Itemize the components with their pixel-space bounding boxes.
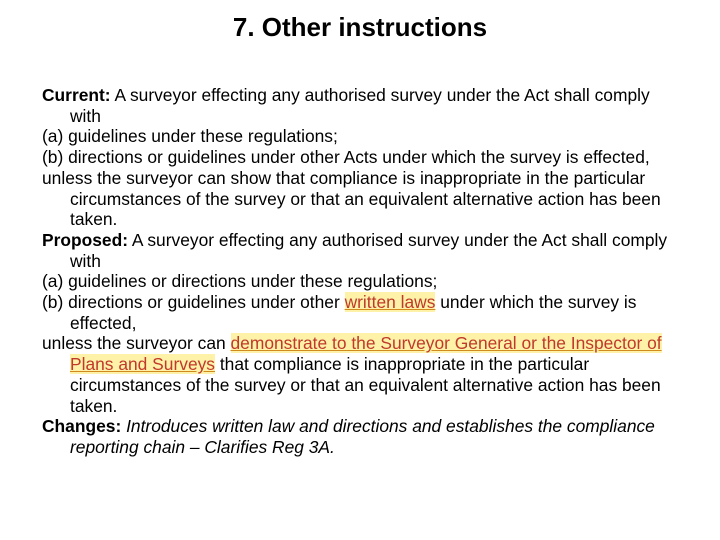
proposed-item-a: (a) guidelines or directions under these regulations; bbox=[42, 271, 438, 292]
written-laws-highlight: written laws bbox=[344, 292, 436, 313]
current-item-a: (a) guidelines under these regulations; bbox=[42, 126, 338, 147]
proposed-paragraph bbox=[42, 230, 682, 271]
proposed-item-b-text: (b) directions or guidelines under other bbox=[42, 292, 345, 313]
current-label: Current: bbox=[42, 85, 111, 105]
proposed-label: Proposed: bbox=[42, 229, 128, 250]
current-intro: A surveyor effecting any authorised survey under the Act shall comply with bbox=[70, 85, 650, 126]
proposed-unless-clause bbox=[42, 333, 682, 416]
proposed-intro: A surveyor effecting any authorised survey under the Act shall comply with bbox=[70, 229, 668, 271]
changes-paragraph bbox=[42, 416, 682, 457]
proposed-unless-tail: that compliance is inappropriate in the particular circumstances of the survey or that an equivalent alternative action has been taken. bbox=[70, 354, 661, 416]
current-unless-clause: unless the surveyor can show that compliance is inappropriate in the particular circumstances of the survey or that an equivalent alternative action has been taken. bbox=[42, 167, 661, 230]
current-item-b: (b) directions or guidelines under other Acts under which the survey is effected, bbox=[42, 147, 650, 168]
current-paragraph bbox=[42, 85, 682, 126]
proposed-unless-text: unless the surveyor can bbox=[42, 333, 231, 354]
slide-title: 7. Other instructions bbox=[232, 12, 488, 42]
proposed-item-b-tail: under which the survey is effected, bbox=[70, 292, 637, 333]
surveyor-general-highlight: demonstrate to the Surveyor General or the Inspector of Plans and Surveys bbox=[70, 333, 662, 375]
changes-label: Changes: bbox=[42, 416, 122, 437]
slide-body bbox=[42, 85, 682, 458]
changes-text: Introduces written law and directions and establishes the compliance reporting chain – Clarifies Reg 3A. bbox=[70, 416, 655, 457]
proposed-item-b bbox=[42, 292, 682, 333]
